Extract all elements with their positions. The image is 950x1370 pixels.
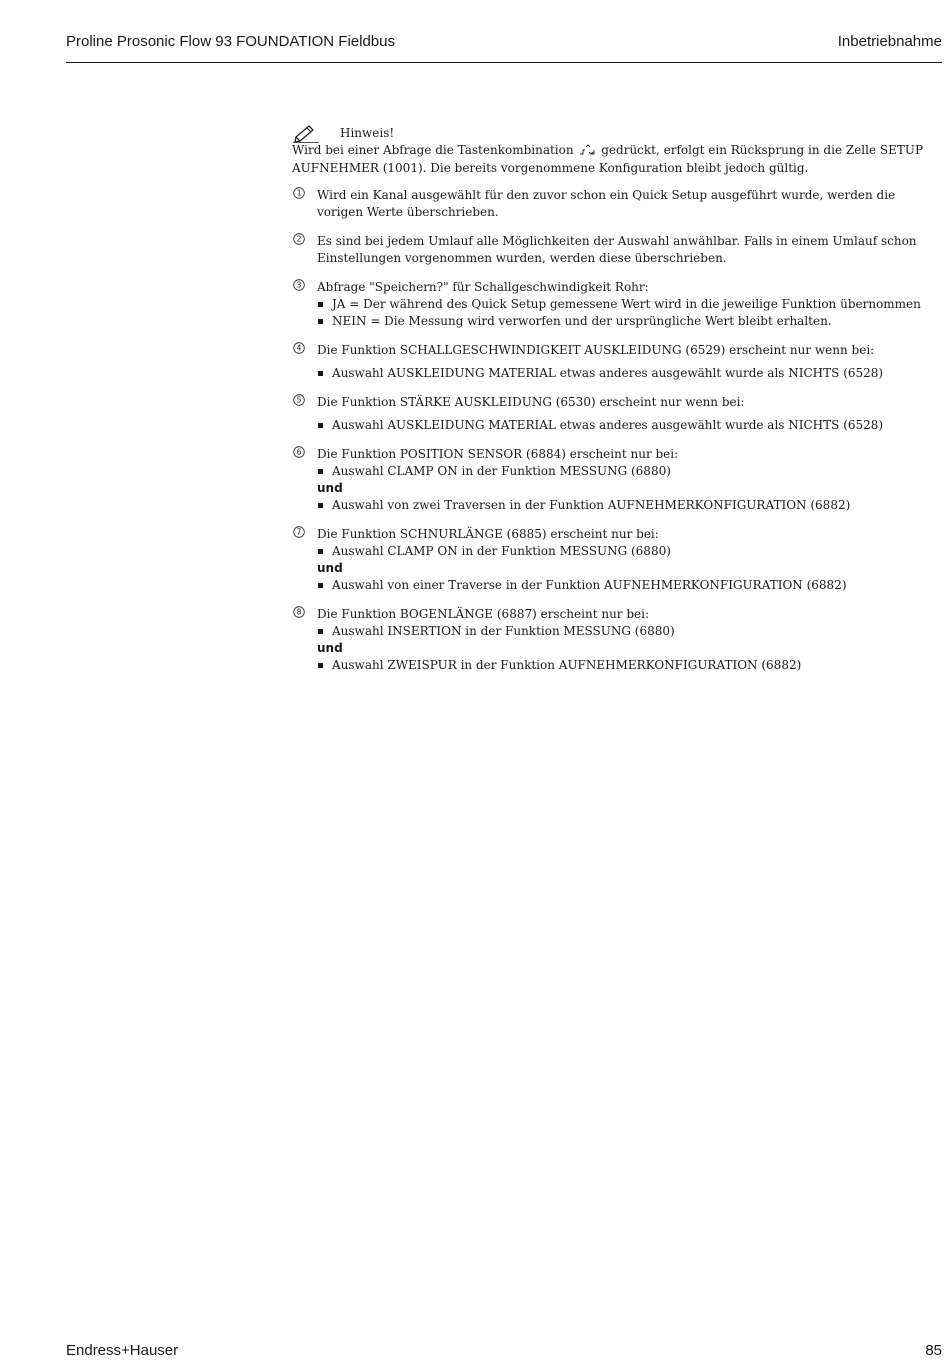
footnote-text: Es sind bei jedem Umlauf alle Möglichkeiten der Auswahl anwählbar. Falls in einem Umlauf schon Einstellungen vorgenommen wurden, werden diese überschrieben. xyxy=(317,234,917,265)
bullet-item: Auswahl INSERTION in der Funktion MESSUNG (6880) xyxy=(317,623,942,640)
circled-number-icon xyxy=(292,605,306,619)
document-title: Proline Prosonic Flow 93 FOUNDATION Fieldbus xyxy=(66,33,395,50)
circled-number-icon xyxy=(292,278,306,292)
bullet-item: Auswahl von zwei Traversen in der Funktion AUFNEHMERKONFIGURATION (6882) xyxy=(317,497,942,514)
circled-number-icon xyxy=(292,341,306,355)
footnote-item xyxy=(292,394,942,434)
item-number: 1 xyxy=(296,188,302,198)
bullet-item: Auswahl von einer Traverse in der Funktion AUFNEHMERKONFIGURATION (6882) xyxy=(317,577,942,594)
bullet-list xyxy=(317,543,942,560)
item-number: 8 xyxy=(296,607,302,617)
circled-number-icon xyxy=(292,232,306,246)
circled-number-icon xyxy=(292,445,306,459)
item-number: 3 xyxy=(296,280,302,290)
and-connector: und xyxy=(317,481,343,495)
bullet-item: Auswahl ZWEISPUR in der Funktion AUFNEHMERKONFIGURATION (6882) xyxy=(317,657,942,674)
footnote-item xyxy=(292,279,942,330)
bullet-list xyxy=(317,577,942,594)
item-number: 5 xyxy=(296,395,302,405)
and-connector: und xyxy=(317,561,343,575)
bullet-item: Auswahl AUSKLEIDUNG MATERIAL etwas anderes ausgewählt wurde als NICHTS (6528) xyxy=(317,365,942,382)
page-number: 85 xyxy=(925,1342,942,1359)
footnote-text: Die Funktion SCHNURLÄNGE (6885) erscheint nur bei: xyxy=(317,527,659,541)
footnote-text: Wird ein Kanal ausgewählt für den zuvor schon ein Quick Setup ausgeführt wurde, werden die vorigen Werte überschrieben. xyxy=(317,188,896,219)
circled-number-icon xyxy=(292,393,306,407)
circled-number-icon xyxy=(292,525,306,539)
footnote-item xyxy=(292,446,942,514)
bullet-item: JA = Der während des Quick Setup gemessene Wert wird in die jeweilige Funktion übernommen xyxy=(317,296,942,313)
note-title: Hinweis! xyxy=(340,126,395,140)
page-header xyxy=(66,30,942,63)
note-block xyxy=(292,124,942,177)
bullet-item: Auswahl AUSKLEIDUNG MATERIAL etwas anderes ausgewählt wurde als NICHTS (6528) xyxy=(317,417,942,434)
footnote-item xyxy=(292,526,942,594)
note-text-before: Wird bei einer Abfrage die Tastenkombination xyxy=(292,143,574,157)
footer-brand: Endress+Hauser xyxy=(66,1342,179,1359)
and-connector: und xyxy=(317,641,343,655)
bullet-list xyxy=(317,365,942,382)
footnote-item xyxy=(292,187,942,221)
bullet-item: Auswahl CLAMP ON in der Funktion MESSUNG (6880) xyxy=(317,543,942,560)
footnote-item xyxy=(292,233,942,267)
section-title: Inbetriebnahme xyxy=(837,33,942,50)
pencil-note-icon xyxy=(292,123,320,143)
bullet-list xyxy=(317,296,942,330)
circled-number-icon xyxy=(292,186,306,200)
bullet-list xyxy=(317,497,942,514)
bullet-list xyxy=(317,657,942,674)
footnote-item xyxy=(292,606,942,674)
note-text xyxy=(292,142,942,177)
footnote-text: Die Funktion POSITION SENSOR (6884) erscheint nur bei: xyxy=(317,447,679,461)
footnote-text: Die Funktion STÄRKE AUSKLEIDUNG (6530) erscheint nur wenn bei: xyxy=(317,395,745,409)
footnote-text: Die Funktion SCHALLGESCHWINDIGKEIT AUSKLEIDUNG (6529) erscheint nur wenn bei: xyxy=(317,343,875,357)
item-number: 7 xyxy=(296,527,302,537)
footnote-text: Abfrage "Speichern?" für Schallgeschwindigkeit Rohr: xyxy=(317,280,649,294)
item-number: 6 xyxy=(296,447,302,457)
bullet-list xyxy=(317,417,942,434)
item-number: 2 xyxy=(296,234,302,244)
page-content xyxy=(292,124,942,686)
footnote-text: Die Funktion BOGENLÄNGE (6887) erscheint nur bei: xyxy=(317,607,650,621)
bullet-list xyxy=(317,463,942,480)
footnote-list xyxy=(292,187,942,674)
footnote-item xyxy=(292,342,942,382)
key-combination-icon xyxy=(579,143,595,160)
item-number: 4 xyxy=(296,343,302,353)
bullet-item: Auswahl CLAMP ON in der Funktion MESSUNG (6880) xyxy=(317,463,942,480)
bullet-list xyxy=(317,623,942,640)
bullet-item: NEIN = Die Messung wird verworfen und der ursprüngliche Wert bleibt erhalten. xyxy=(317,313,942,330)
note-text-after: gedrückt, erfolgt ein Rücksprung in die Zelle SETUP AUFNEHMER (1001). Die bereits vorgenommene Konfiguration bleibt jedoch gültig. xyxy=(292,143,924,175)
